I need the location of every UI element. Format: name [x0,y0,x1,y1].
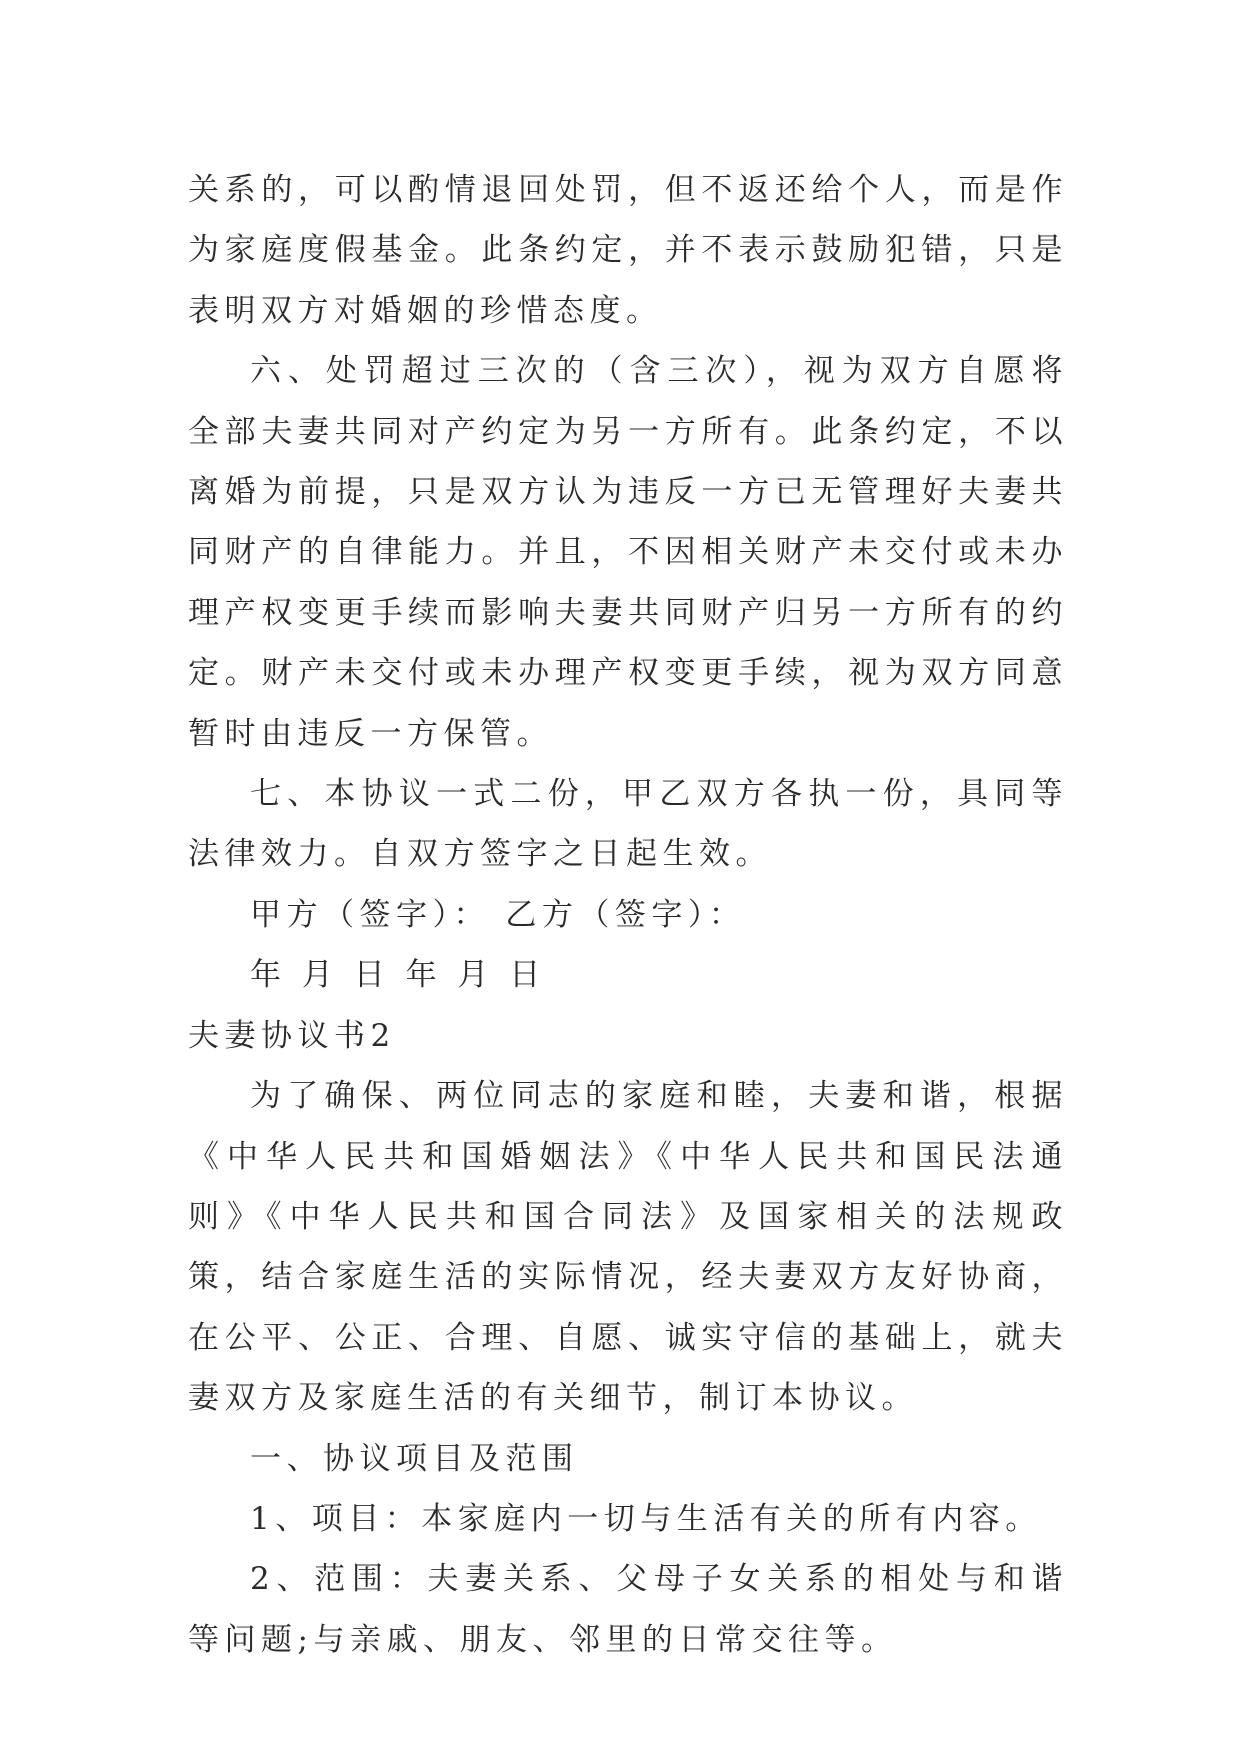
paragraph-penalty-refund: 关系的，可以酌情退回处罚，但不返还给个人，而是作为家庭度假基金。此条约定，并不表示鼓励犯错，只是表明双方对婚姻的珍惜态度。 [188,172,1068,329]
section-title: 夫妻协议书2 [188,1017,396,1054]
paragraph-item-one: 1、项目：本家庭内一切与生活有关的所有内容。 [250,1500,1042,1537]
party-b-signature-label: 乙方（签字）： [505,896,746,933]
paragraph-item-two: 2、范围：夫妻关系、父母子女关系的相处与和谐等问题;与亲戚、朋友、邻里的日常交往等。 [188,1561,1068,1658]
party-a-signature-label: 甲方（签字）： [250,896,490,933]
paragraph-article-seven: 七、本协议一式二份，甲乙双方各执一份，具同等法律效力。自双方签字之日起生效。 [188,776,1068,873]
party-b-date-label: 年 月 日 [405,957,546,994]
party-a-date-label: 年 月 日 [250,957,391,994]
date-line [188,945,1068,1005]
document-body [188,160,1068,1670]
paragraph-heading-scope: 一、协议项目及范围 [250,1440,579,1477]
paragraph-preamble: 为了确保、两位同志的家庭和睦，夫妻和谐，根据《中华人民共和国婚姻法》《中华人民共和国民法通则》《中华人民共和国合同法》及国家相关的法规政策，结合家庭生活的实际情况，经夫妻双方友好协商，在公平、公正、合理、自愿、诚实守信的基础上，就夫妻双方及家庭生活的有关细节，制订本协议。 [188,1078,1068,1417]
paragraph-article-six: 六、处罚超过三次的（含三次），视为双方自愿将全部夫妻共同对产约定为另一方所有。此条约定，不以离婚为前提，只是双方认为违反一方已无管理好夫妻共同财产的自律能力。并且，不因相关财产未交付或未办理产权变更手续而影响夫妻共同财产归另一方所有的约定。财产未交付或未办理产权变更手续，视为双方同意暂时由违反一方保管。 [188,353,1068,752]
signature-line [188,885,1068,945]
